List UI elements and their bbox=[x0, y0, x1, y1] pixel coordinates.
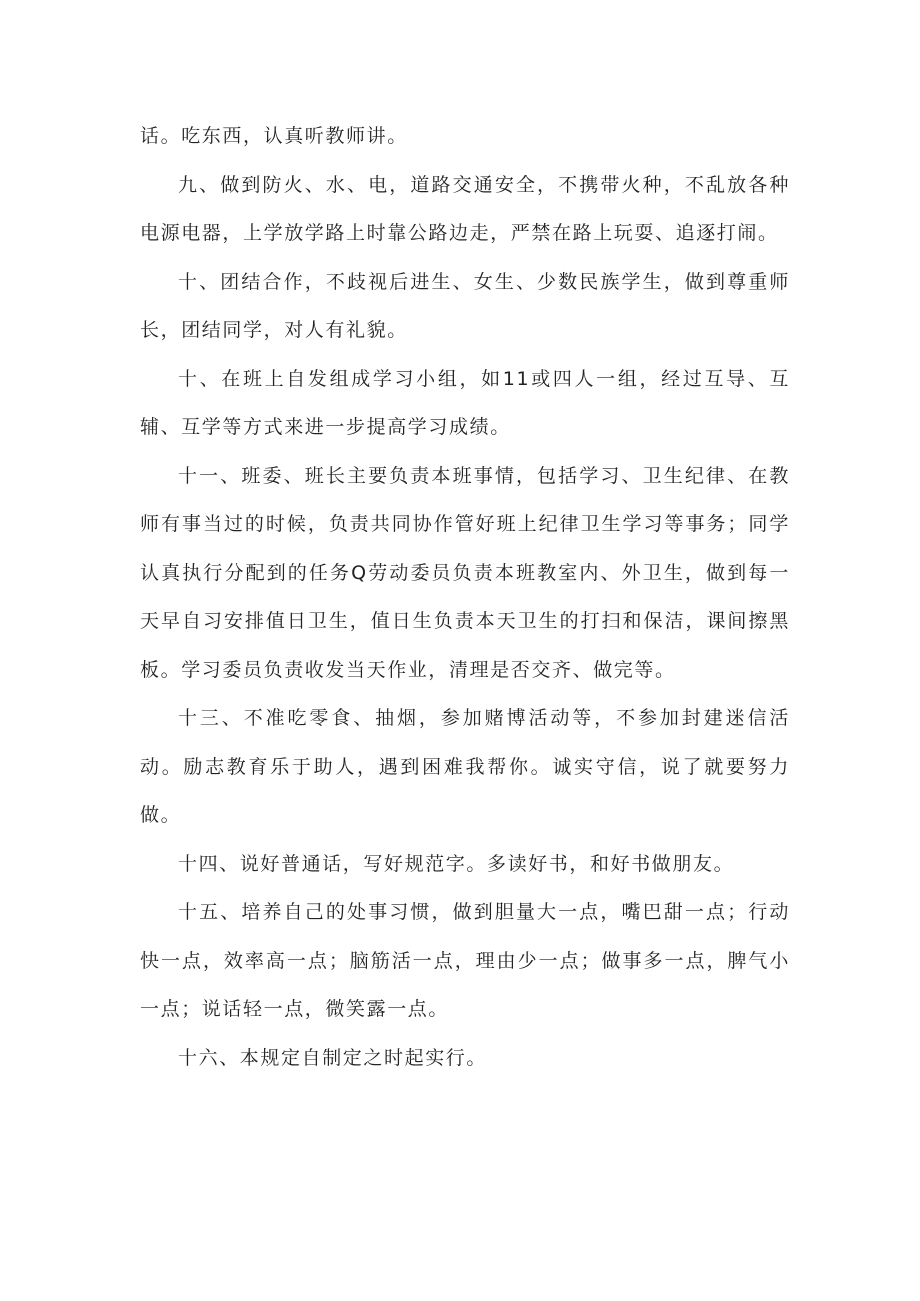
paragraph-rule-14: 十四、说好普通话，写好规范字。多读好书，和好书做朋友。 bbox=[178, 852, 735, 875]
paragraph-rule-15: 十五、培养自己的处事习惯，做到胆量大一点，嘴巴甜一点；行动快一点，效率高一点；脑筋活一点，理由少一点；做事多一点，脾气小一点；说话轻一点，微笑露一点。 bbox=[140, 901, 790, 1020]
paragraph-rule-10a: 十、团结合作，不歧视后进生、女生、少数民族学生，做到尊重师长，团结同学，对人有礼貌。 bbox=[140, 270, 790, 341]
paragraph-rule-9: 九、做到防火、水、电，道路交通安全，不携带火种，不乱放各种电源电器，上学放学路上时靠公路边走，严禁在路上玩耍、追逐打闹。 bbox=[140, 173, 790, 244]
paragraph-continuation: 话。吃东西，认真听教师讲。 bbox=[140, 125, 408, 147]
document-body bbox=[140, 112, 790, 1082]
paragraph-rule-10b: 十、在班上自发组成学习小组，如11或四人一组，经过互导、互辅、互学等方式来进一步提高学习成绩。 bbox=[140, 367, 790, 438]
paragraph-rule-16: 十六、本规定自制定之时起实行。 bbox=[178, 1046, 488, 1069]
paragraph-rule-13: 十三、不准吃零食、抽烟，参加赌博活动等，不参加封建迷信活动。励志教育乐于助人，遇到困难我帮你。诚实守信，说了就要努力做。 bbox=[140, 707, 790, 826]
paragraph-rule-11: 十一、班委、班长主要负责本班事情，包括学习、卫生纪律、在教师有事当过的时候，负责共同协作管好班上纪律卫生学习等事务；同学认真执行分配到的任务Q劳动委员负责本班教室内、外卫生，做到每一天早自习安排值日卫生，值日生负责本天卫生的打扫和保洁，课间擦黑板。学习委员负责收发当天作业，清理是否交齐、做完等。 bbox=[140, 464, 790, 681]
